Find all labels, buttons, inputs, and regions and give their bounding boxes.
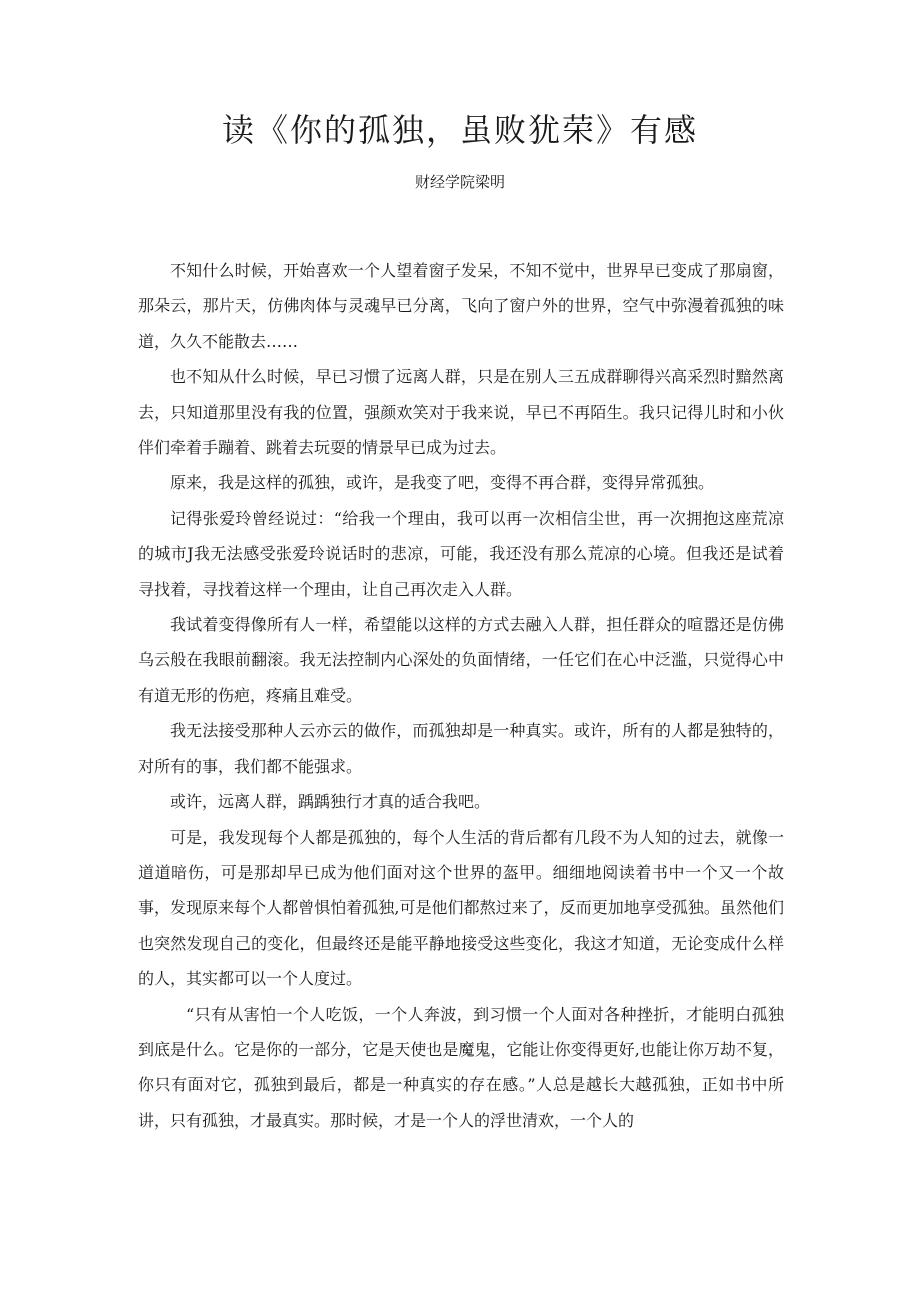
paragraph: 可是，我发现每个人都是孤独的，每个人生活的背后都有几段不为人知的过去，就像一道道暗伤，可是那却早已成为他们面对这个世界的盔甲。细细地阅读着书中一个又一个故事，发现原来每个人都曾惧怕着孤独,可是他们都熬过来了，反而更加地享受孤独。虽然他们也突然发现自己的变化，但最终还是能平静地接受这些变化，我这才知道，无论变成什么样的人，其实都可以一个人度过。 (138, 827, 784, 989)
paragraph: 原来，我是这样的孤独，或许，是我变了吧，变得不再合群，变得异常孤独。 (170, 473, 715, 493)
paragraph: 记得张爱玲曾经说过：“给我一个理由，我可以再一次相信尘世，再一次拥抱这座荒凉的城市J我无法感受张爱玲说话时的悲凉，可能，我还没有那么荒凉的心境。但我还是试着寻找着，寻找着这样一个理由，让自己再次走入人群。 (138, 508, 784, 599)
document-body (138, 253, 784, 1138)
paragraph: 我试着变得像所有人一样，希望能以这样的方式去融入人群，担任群众的喧嚣还是仿佛乌云般在我眼前翻滚。我无法控制内心深处的负面情绪，一任它们在心中泛滥，只觉得心中有道无形的伤疤，疼痛且难受。 (138, 615, 784, 705)
paragraph: “只有从害怕一个人吃饭，一个人奔波，到习惯一个人面对各种挫折，才能明白孤独到底是什么。它是你的一部分，它是天使也是魔鬼，它能让你变得更好,也能让你万劫不复，你只有面对它，孤独到最后，都是一种真实的存在感。”人总是越长大越孤独，正如书中所讲，只有孤独，才最真实。那时候，才是一个人的浮世清欢，一个人的 (138, 1004, 784, 1130)
paragraph: 不知什么时候，开始喜欢一个人望着窗子发呆，不知不觉中，世界早已变成了那扇窗，那朵云，那片天，仿佛肉体与灵魂早已分离，飞向了窗户外的世界，空气中弥漫着孤独的味道，久久不能散去…… (138, 261, 784, 351)
paragraph: 也不知从什么时候，早已习惯了远离人群，只是在别人三五成群聊得兴高采烈时黯然离去，只知道那里没有我的位置，强颜欢笑对于我来说，早已不再陌生。我只记得儿时和小伙伴们牵着手蹦着、跳着去玩耍的情景早已成为过去。 (138, 367, 784, 458)
paragraph: 或许，远离人群，踽踽独行才真的适合我吧。 (170, 792, 491, 812)
paragraph: 我无法接受那种人云亦云的做作，而孤独却是一种真实。或许，所有的人都是独特的，对所有的事，我们都不能强求。 (138, 721, 784, 776)
document-author: 财经学院梁明 (414, 173, 505, 191)
document-title: 读《你的孤独，虽败犹荣》有感 (221, 111, 698, 149)
